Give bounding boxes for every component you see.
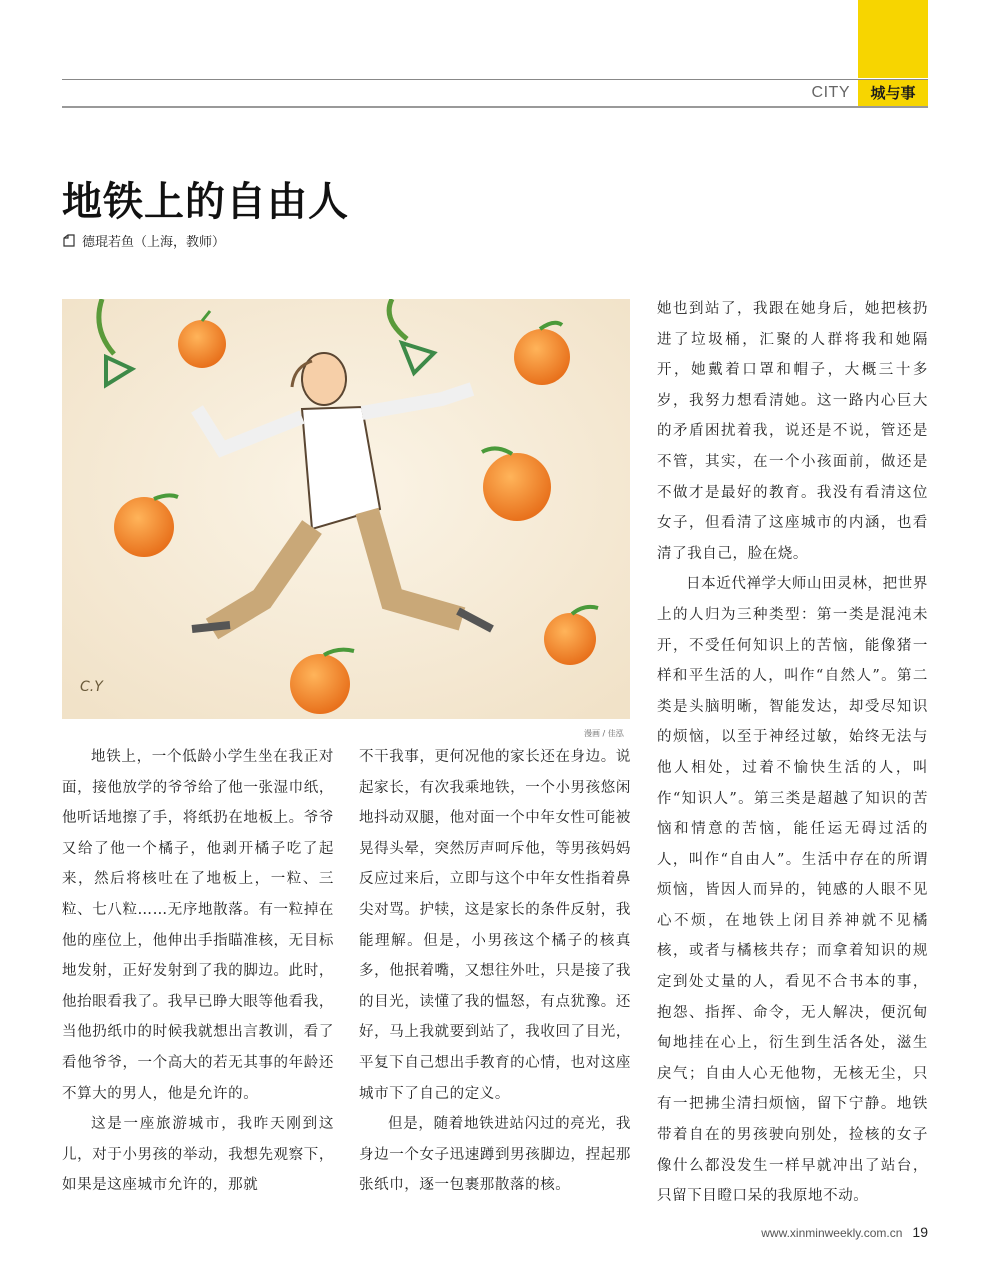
section-label-en: CITY bbox=[811, 84, 850, 101]
text-column-3 bbox=[657, 294, 928, 1212]
header-rule-lower bbox=[62, 106, 928, 108]
paragraph: 地铁上，一个低龄小学生坐在我正对面，接他放学的爷爷给了他一张湿巾纸，他听话地擦了手，将纸扔在地板上。爷爷又给了他一个橘子，他剥开橘子吃了起来，然后将核吐在了地板上，一粒、三粒、七八粒……无序地散落。有一粒掉在他的座位上，他伸出手指瞄准核，无目标地发射，正好发射到了我的脚边。此时，他抬眼看我了。我早已睁大眼等他看我，当他扔纸巾的时候我就想出言教训，看了看他爷爷，一个高大的若无其事的年龄还不算大的男人，他是允许的。 bbox=[62, 749, 334, 1102]
paragraph: 不干我事，更何况他的家长还在身边。说起家长，有次我乘地铁，一个小男孩悠闲地抖动双腿，他对面一个中年女性可能被晃得头晕，突然厉声呵斥他，等男孩妈妈反应过来后，立即与这个中年女性指着鼻尖对骂。护犊，这是家长的条件反射，我能理解。但是，小男孩这个橘子的核真多，他抿着嘴，又想往外吐，只是接了我的目光，读懂了我的愠怒，有点犹豫。还好，马上我就要到站了，我收回了目光，平复下自己想出手教育的心情，也对这座城市下了自己的定义。 bbox=[359, 749, 631, 1102]
pen-icon bbox=[62, 234, 76, 248]
paragraph: 她也到站了，我跟在她身后，她把核扔进了垃圾桶，汇聚的人群将我和她隔开，她戴着口罩和帽子，大概三十多岁，我努力想看清她。这一路内心巨大的矛盾困扰着我，说还是不说，管还是不管，其实，在一个小孩面前，做还是不做才是最好的教育。我没有看清这位女子，但看清了这座城市的内涵，也看清了我自己，脸在烧。 bbox=[657, 301, 928, 562]
page-footer bbox=[761, 1224, 928, 1240]
page-number: 19 bbox=[912, 1224, 928, 1240]
text-column-1 bbox=[62, 742, 334, 1201]
corner-color-tab bbox=[858, 0, 928, 78]
author-name: 德琨若鱼（上海，教师） bbox=[82, 235, 226, 250]
website-link[interactable]: www.xinminweekly.com.cn bbox=[761, 1226, 903, 1240]
header-rule bbox=[62, 79, 928, 80]
section-label-cn: 城与事 bbox=[858, 80, 928, 106]
paragraph: 这是一座旅游城市，我昨天刚到这儿，对于小男孩的举动，我想先观察下，如果是这座城市允许的，那就 bbox=[62, 1116, 334, 1194]
byline bbox=[62, 231, 225, 250]
article-title: 地铁上的自由人 bbox=[62, 179, 349, 225]
illustration-signature: C.Y bbox=[80, 679, 103, 695]
section-tag bbox=[804, 80, 928, 106]
illustration bbox=[62, 299, 630, 719]
illustration-credit: 漫画 / 佳泓 bbox=[584, 729, 624, 738]
paragraph: 日本近代禅学大师山田灵林，把世界上的人归为三种类型：第一类是混沌未开，不受任何知识上的苦恼，能像猪一样和平生活的人，叫作“自然人”。第二类是头脑明晰，智能发达，却受尽知识的烦恼，以至于神经过敏，始终无法与他人相处，过着不愉快生活的人，叫作“知识人”。第三类是超越了知识的苦恼和情意的苦恼，能任运无碍过活的人，叫作“自由人”。生活中存在的所谓烦恼，皆因人而异的，钝感的人眼不见心不烦，在地铁上闭目养神就不见橘核，或者与橘核共存；而拿着知识的规定到处丈量的人，看见不合书本的事，抱怨、指挥、命令，无人解决，便沉甸甸地挂在心上，衍生到生活各处，滋生戾气；自由人心无他物，无核无尘，只有一把拂尘清扫烦恼，留下宁静。地铁带着自在的男孩驶向别处，捡核的女子像什么都没发生一样早就冲出了站台，只留下目瞪口呆的我原地不动。 bbox=[657, 576, 928, 1205]
paragraph: 但是，随着地铁进站闪过的亮光，我身边一个女子迅速蹲到男孩脚边，捏起那张纸巾，逐一包裹那散落的核。 bbox=[359, 1116, 631, 1194]
text-column-2 bbox=[359, 742, 631, 1201]
